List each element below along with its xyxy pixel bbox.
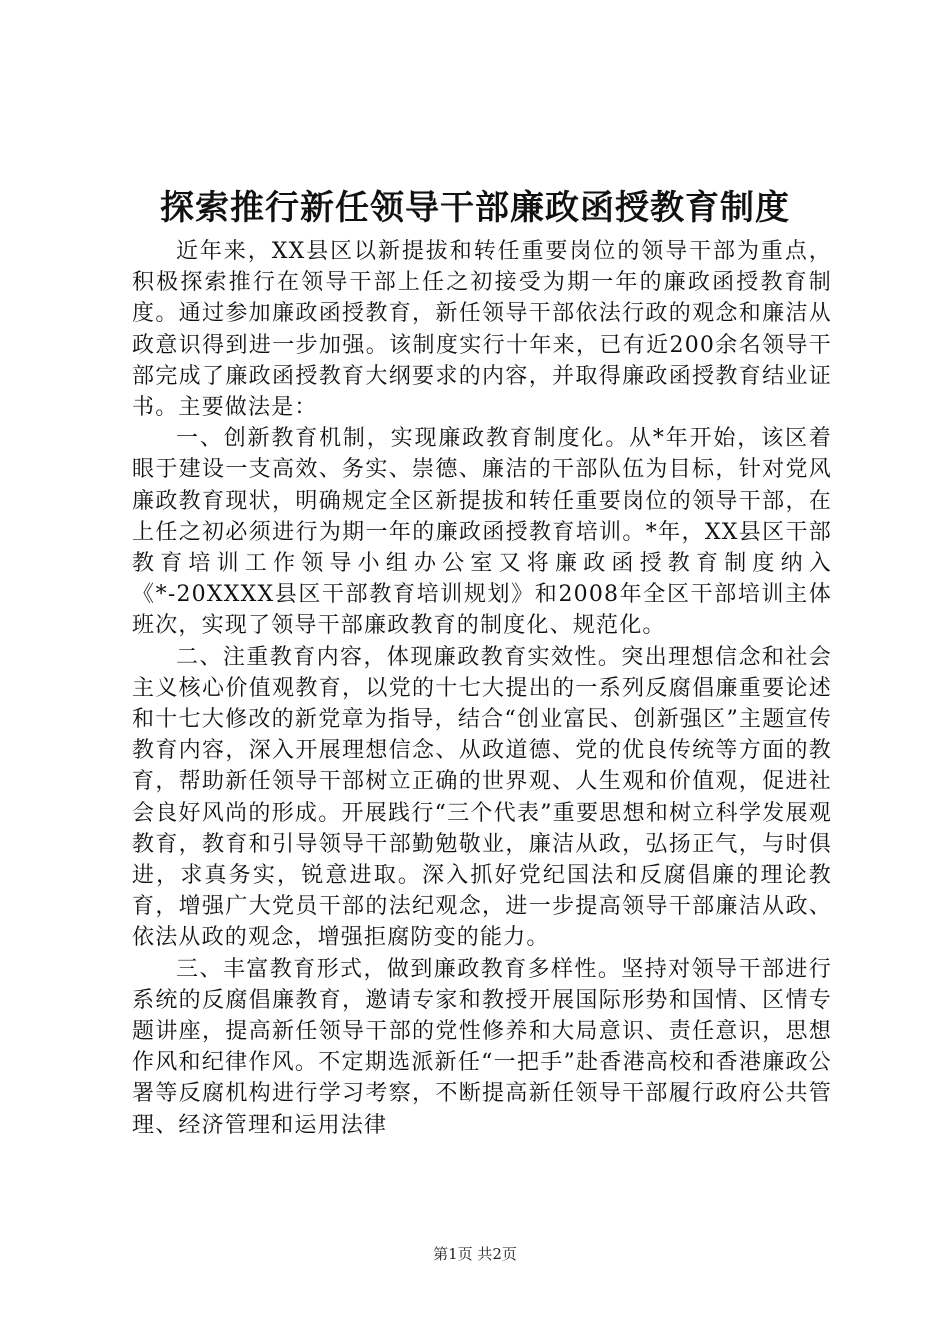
paragraph-section-3: 三、丰富教育形式，做到廉政教育多样性。坚持对领导干部进行系统的反腐倡廉教育，邀请专家和教授开展国际形势和国情、区情专题讲座，提高新任领导干部的党性修养和大局意识、责任意识，思想作风和纪律作风。不定期选派新任“一把手”赴香港高校和香港廉政公署等反腐机构进行学习考察，不断提高新任领导干部履行政府公共管理、经济管理和运用法律 [132,956,832,1138]
paragraph-section-2: 二、注重教育内容，体现廉政教育实效性。突出理想信念和社会主义核心价值观教育，以党的十七大提出的一系列反腐倡廉重要论述和十七大修改的新党章为指导，结合“创业富民、创新强区”主题宣传教育内容，深入开展理想信念、从政道德、党的优良传统等方面的教育，帮助新任领导干部树立正确的世界观、人生观和价值观，促进社会良好风尚的形成。开展践行“三个代表”重要思想和树立科学发展观教育，教育和引导领导干部勤勉敬业，廉洁从政，弘扬正气，与时俱进，求真务实，锐意进取。深入抓好党纪国法和反腐倡廉的理论教育，增强广大党员干部的法纪观念，进一步提高领导干部廉洁从政、依法从政的观念，增强拒腐防变的能力。 [132,644,832,951]
page-number-footer: 第1页 共2页 [433,1245,517,1263]
document-body [132,236,832,1141]
paragraph-section-1: 一、创新教育机制，实现廉政教育制度化。从*年开始，该区着眼于建设一支高效、务实、崇德、廉洁的干部队伍为目标，针对党风廉政教育现状，明确规定全区新提拔和转任重要岗位的领导干部，在上任之初必须进行为期一年的廉政函授教育培训。*年，XX县区干部教育培训工作领导小组办公室又将廉政函授教育制度纳入《*-20XXXX县区干部教育培训规划》和2008年全区干部培训主体班次，实现了领导干部廉政教育的制度化、规范化。 [132,426,832,639]
paragraph-intro: 近年来，XX县区以新提拔和转任重要岗位的领导干部为重点，积极探索推行在领导干部上任之初接受为期一年的廉政函授教育制度。通过参加廉政函授教育，新任领导干部依法行政的观念和廉洁从政意识得到进一步加强。该制度实行十年来，已有近200余名领导干部完成了廉政函授教育大纲要求的内容，并取得廉政函授教育结业证书。主要做法是： [132,239,832,421]
document-title: 探索推行新任领导干部廉政函授教育制度 [160,188,790,228]
